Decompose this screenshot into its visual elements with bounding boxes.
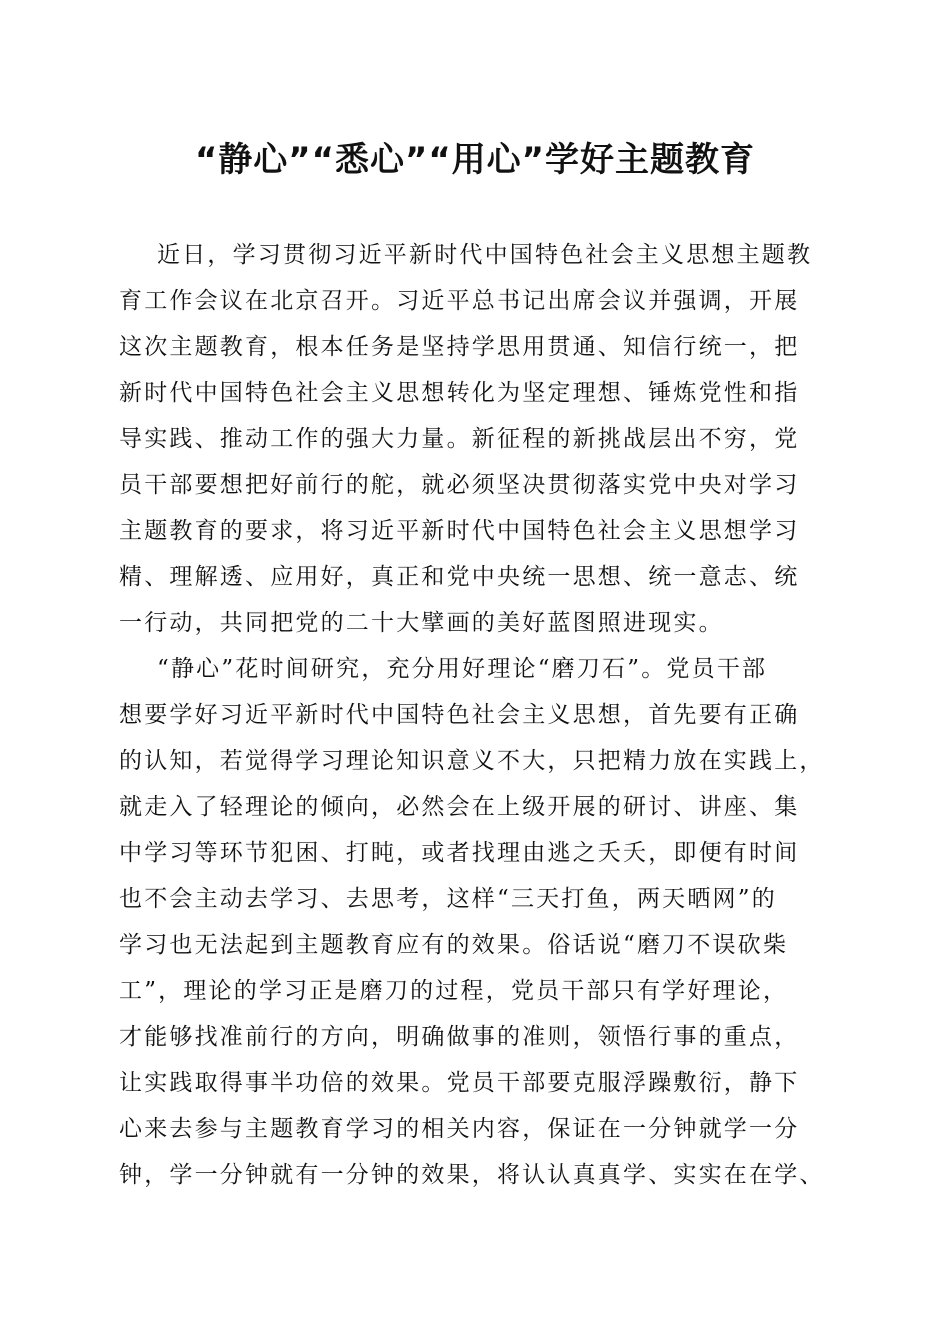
text-line: 让实践取得事半功倍的效果。党员干部要克服浮躁敷衍，静下 (119, 1070, 800, 1096)
text-line: 主题教育的要求，将习近平新时代中国特色社会主义思想学习 (119, 518, 800, 544)
text-line: 才能够找准前行的方向，明确做事的准则，领悟行事的重点， (119, 1024, 800, 1050)
text-line: 的认知，若觉得学习理论知识意义不大，只把精力放在实践上， (119, 748, 825, 774)
text-line: 新时代中国特色社会主义思想转化为坚定理想、锤炼党性和指 (119, 380, 800, 406)
text-line: “静心”花时间研究，充分用好理论“磨刀石”。党员干部 (157, 656, 768, 682)
text-line: 也不会主动去学习、去思考，这样“三天打鱼，两天晒网”的 (119, 886, 777, 912)
text-line: 钟，学一分钟就有一分钟的效果，将认认真真学、实实在在学、 (119, 1162, 825, 1188)
text-line: 一行动，共同把党的二十大擘画的美好蓝图照进现实。 (119, 610, 724, 636)
text-line: 近日，学习贯彻习近平新时代中国特色社会主义思想主题教 (157, 242, 813, 268)
text-line: 育工作会议在北京召开。习近平总书记出席会议并强调，开展 (119, 288, 800, 314)
document-body (119, 232, 823, 1198)
text-line: 精、理解透、应用好，真正和党中央统一思想、统一意志、统 (119, 564, 800, 590)
text-line: 就走入了轻理论的倾向，必然会在上级开展的研讨、讲座、集 (119, 794, 800, 820)
text-line: 中学习等环节犯困、打盹，或者找理由逃之夭夭，即便有时间 (119, 840, 800, 866)
text-line: 这次主题教育，根本任务是坚持学思用贯通、知信行统一，把 (119, 334, 800, 360)
paragraph-intro (119, 232, 823, 646)
text-line: 员干部要想把好前行的舵，就必须坚决贯彻落实党中央对学习 (119, 472, 800, 498)
document-title: “静心”“悉心”“用心”学好主题教育 (194, 140, 756, 180)
text-line: 学习也无法起到主题教育应有的效果。俗话说“磨刀不误砍柴 (119, 932, 789, 958)
text-line: 心来去参与主题教育学习的相关内容，保证在一分钟就学一分 (119, 1116, 800, 1142)
text-line: 工”，理论的学习正是磨刀的过程，党员干部只有学好理论， (119, 978, 789, 1004)
text-line: 导实践、推动工作的强大力量。新征程的新挑战层出不穷，党 (119, 426, 800, 452)
text-line: 想要学好习近平新时代中国特色社会主义思想，首先要有正确 (119, 702, 800, 728)
paragraph-jingxin (119, 646, 823, 1198)
